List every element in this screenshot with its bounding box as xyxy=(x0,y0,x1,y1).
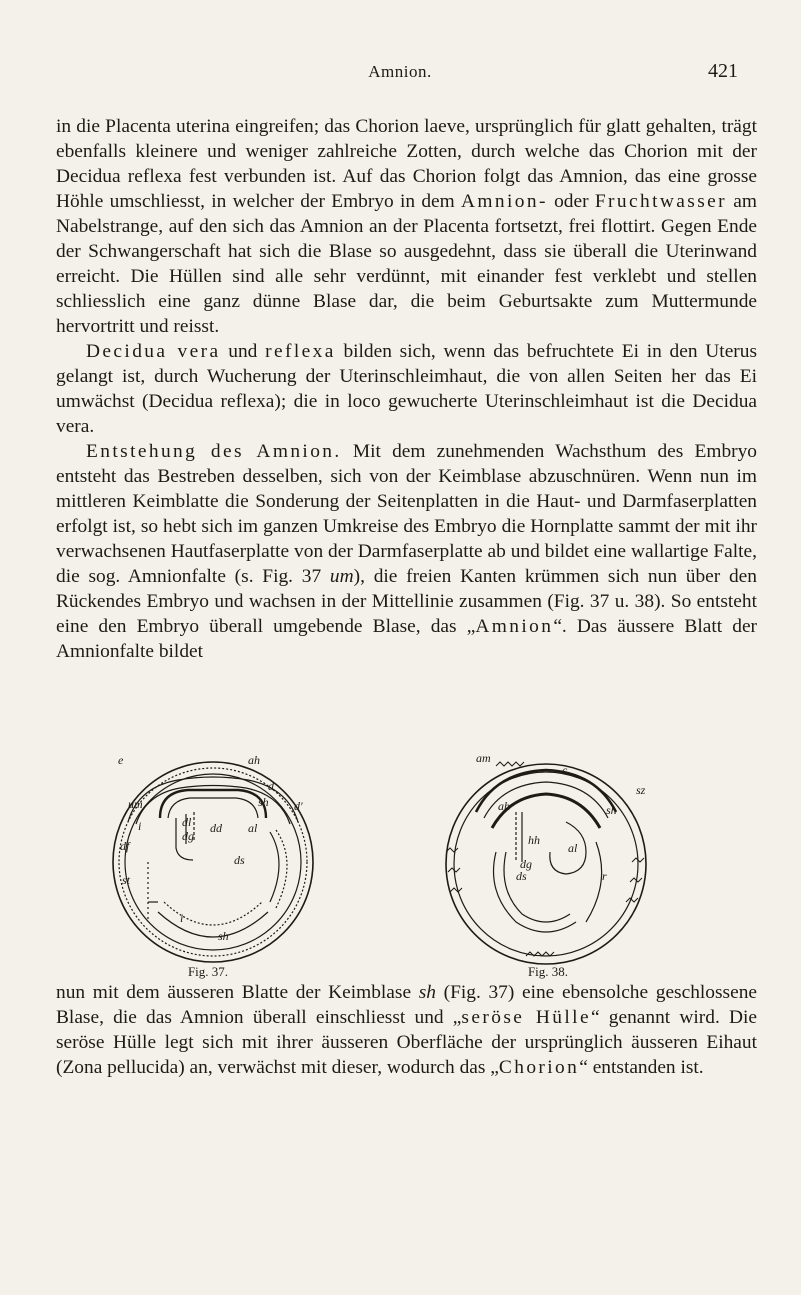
figure-37-caption: Fig. 37. xyxy=(187,964,229,979)
section-heading-entstehung: Entstehung des Amnion. xyxy=(86,441,342,462)
fig38-label-sz: sz xyxy=(636,783,646,797)
paragraph-3-text-b: Mit dem zunehmenden Wachsthum des Embryo entsteht das Bestreben desselben, sich von der Keimblase abzuschnüren. Wenn nun im mittleren Keimblatte die Sonderung der Seitenplatten in die Haut- und Darmfaserplatten erfolgt ist, so hebt sich im ganzen Umkreise des Embryo die Hornplatte sammt der mit ihr verwachsenen Hautfaserplatte von der Darmfaserplatte ab und bildet eine wallartige Falte, die sog. Amnionfalte (s. Fig. 37 xyxy=(56,441,757,587)
ref-sh: sh xyxy=(418,982,436,1003)
figure-37 xyxy=(98,752,328,979)
body-text-top xyxy=(56,114,757,664)
running-head xyxy=(0,62,801,86)
fig37-label-dg: dg xyxy=(182,829,194,843)
paragraph-2-text-d: bilden sich, wenn das befruchtete Ei in den Uterus gelangt ist, durch Wucherung der Uterinschleimhaut, die von allen Seiten her das Ei umwächst (Decidua reflexa); die in loco gewucherte Uterinschleimhaut ist die Decidua vera. xyxy=(56,341,757,437)
fig38-label-al: al xyxy=(568,841,578,855)
paragraph-4-text-e: “ genannt wird. Die seröse Hülle legt sich mit ihrer äusseren Oberfläche der ursprünglich äusseren Eihaut (Zona pellucida) an, verwächst mit dieser, wodurch das „ xyxy=(56,1007,758,1078)
fig38-label-ah: ah xyxy=(498,799,510,813)
term-amnion-2: Amnion xyxy=(475,616,554,637)
figure-38-illustration xyxy=(436,752,656,972)
paragraph-4 xyxy=(56,980,757,1080)
fig37-label-dl: dl xyxy=(182,815,192,829)
fig37-label-ds: ds xyxy=(234,853,245,867)
paragraph-3 xyxy=(56,439,757,664)
paragraph-4-text-c: (Fig. 37) eine ebensolche geschlossene Blase, die das Amnion überall einschliesst und „ xyxy=(56,982,757,1028)
term-fruchtwasser: Fruchtwasser xyxy=(594,191,728,212)
figures-row xyxy=(56,752,757,979)
fig38-label-r: r xyxy=(602,869,607,883)
fig37-label-st: st xyxy=(122,873,131,887)
paragraph-4-text-a: nun mit dem äusseren Blatte der Keimblase xyxy=(56,982,419,1003)
fig37-label-ah: ah xyxy=(248,753,260,767)
paragraph-2 xyxy=(56,339,757,439)
page-number: 421 xyxy=(708,60,738,82)
fig37-label-i-lower: i xyxy=(180,911,184,925)
paragraph-1-text-e: am Nabelstrange, auf den sich das Amnion an der Placenta fortsetzt, frei flottirt. Gegen Ende der Schwangerschaft hat sich die Blase so ausgedehnt, dass sie überall die Uterinwand erreicht. Die Hüllen sind alle sehr verdünnt, mit einander fest verklebt und stellen schliesslich eine ganz dünne Blase dar, die beim Geburtsakte zum Muttermunde hervortritt und reisst. xyxy=(56,191,757,337)
paragraph-3-text-d: ), die freien Kanten krümmen sich nun über den Rückendes Embryo und wachsen in der Mittellinie zusammen (Fig. 37 u. 38). So entsteht eine den Embryo überall umgebende Blase, das „ xyxy=(56,566,757,637)
paragraph-1-text-c: oder xyxy=(547,191,595,212)
fig37-label-d: d xyxy=(268,779,274,793)
fig37-label-i: i xyxy=(138,819,142,833)
term-chorion: Chorion xyxy=(498,1057,580,1078)
body-text-bottom xyxy=(56,980,757,1080)
fig37-label-sh: sh xyxy=(258,795,269,809)
term-reflexa: reflexa xyxy=(265,341,336,362)
fig37-label-sh-lower: sh xyxy=(218,929,229,943)
figure-38-caption: Fig. 38. xyxy=(527,964,569,979)
paragraph-1-text-a: in die Placenta uterina eingreifen; das Chorion laeve, ursprünglich für glatt gehalten, trägt ebenfalls kleinere und weniger zahlreiche Zotten, durch welche das Chorion mit der Decidua reflexa fest verbunden ist. Auf das Chorion folgt das Amnion, das eine grosse Höhle umschliesst, in welcher der Embryo in dem xyxy=(56,116,757,212)
fig37-label-d-prime: d' xyxy=(294,799,303,813)
fig37-label-e: e xyxy=(118,753,124,767)
running-title: Amnion. xyxy=(368,62,432,81)
figure-37-illustration xyxy=(98,752,328,972)
fig37-label-um: um xyxy=(128,797,143,811)
term-decidua-vera: Decidua vera xyxy=(86,341,221,362)
paragraph-4-text-g: “ entstanden ist. xyxy=(579,1057,704,1078)
fig38-label-am: am xyxy=(476,752,491,765)
fig37-label-al: al xyxy=(248,821,258,835)
fig38-label-c: c xyxy=(562,763,568,777)
ref-um: um xyxy=(329,566,354,587)
term-seroese-huelle: seröse Hülle xyxy=(461,1007,591,1028)
term-amnion: Amnion- xyxy=(461,191,548,212)
fig37-label-dd: dd xyxy=(210,821,222,835)
figure-38 xyxy=(436,752,656,979)
fig38-label-dg: dg xyxy=(520,857,532,871)
fig37-label-df: df xyxy=(120,839,130,853)
fig38-label-sh: sh xyxy=(606,803,617,817)
fig38-label-hh: hh xyxy=(528,833,540,847)
paragraph-1 xyxy=(56,114,757,339)
fig38-label-ds: ds xyxy=(516,869,527,883)
paragraph-3-text-f: “. Das äussere Blatt der Amnionfalte bildet xyxy=(56,616,758,662)
paragraph-2-text-b: und xyxy=(220,341,266,362)
